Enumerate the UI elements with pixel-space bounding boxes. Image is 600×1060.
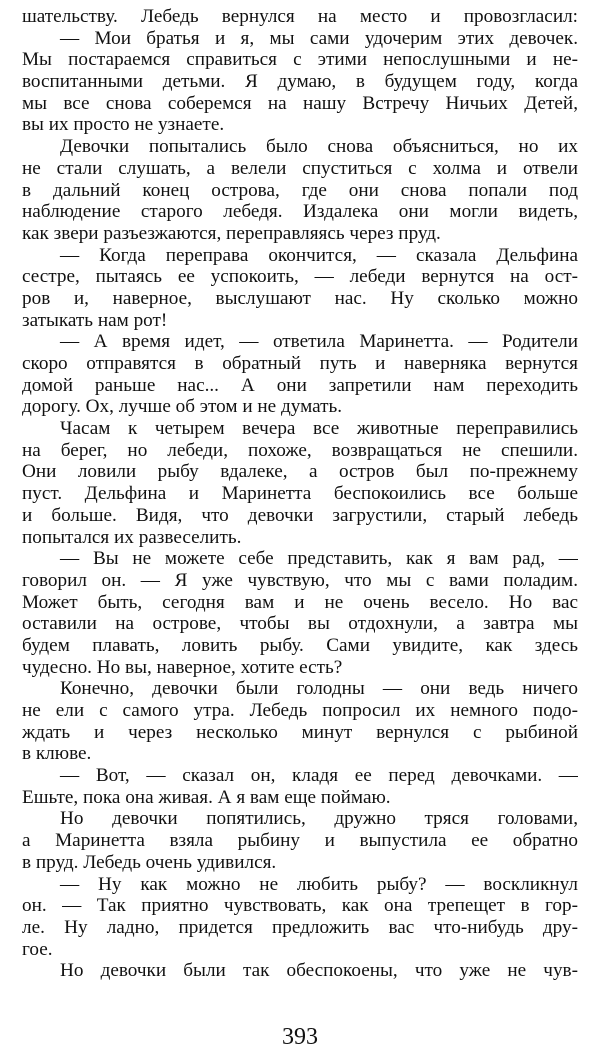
text-line: Но девочки были так обеспокоены, что уже не чув- <box>60 960 578 982</box>
text-line: затыкать нам рот! <box>22 309 168 331</box>
text-line: Может быть, сегодня вам и не очень весело. Но вас <box>22 591 578 613</box>
text-line: оставили на острове, чтобы вы отдохнули, а завтра мы <box>22 613 578 635</box>
text-line: а Маринетта взяла рыбину и выпустила ее обратно <box>22 830 578 852</box>
text-line: ждать и через несколько минут вернулся с рыбиной <box>22 721 578 743</box>
text-line: — Мои братья и я, мы сами удочерим этих девочек. <box>60 27 578 49</box>
text-line: — Ну как можно не любить рыбу? — воскликнул <box>60 873 578 895</box>
text-line: и больше. Видя, что девочки загрустили, старый лебедь <box>22 504 578 526</box>
text-line: вы их просто не узнаете. <box>22 114 225 136</box>
text-line: шательству. Лебедь вернулся на место и провозгласил: <box>22 6 578 27</box>
text-line: он. — Так приятно чувствовать, как она трепещет в гор- <box>22 895 578 917</box>
text-line: на берег, но лебеди, похоже, возвращаться не спешили. <box>22 439 578 461</box>
text-line: — Вы не можете себе представить, как я вам рад, — <box>60 548 578 570</box>
text-line: говорил он. — Я уже чувствую, что мы с вами поладим. <box>22 569 578 591</box>
text-line: в дальний конец острова, где они снова попали под <box>22 179 578 201</box>
text-line: попытался их развеселить. <box>22 526 242 548</box>
text-line: — А время идет, — ответила Маринетта. — Родители <box>60 331 578 353</box>
text-line: Мы постараемся справиться с этими непослушными и не- <box>22 49 578 71</box>
text-line: Они ловили рыбу вдалеке, а остров был по-прежнему <box>22 461 578 483</box>
page-text <box>22 6 578 982</box>
text-line: Часам к четырем вечера все животные переправились <box>60 418 578 440</box>
page-number: 393 <box>282 1024 318 1050</box>
text-line: ров и, наверное, выслушают нас. Ну сколько можно <box>22 287 578 309</box>
text-line: не стали слушать, а велели спуститься с холма и отвели <box>22 157 578 179</box>
text-line: Но девочки попятились, дружно тряся головами, <box>60 808 578 830</box>
text-line: Девочки попытались было снова объясниться, но их <box>60 136 578 158</box>
text-line: пуст. Дельфина и Маринетта беспокоились все больше <box>22 483 578 505</box>
text-line: — Вот, — сказал он, кладя ее перед девочками. — <box>60 765 578 787</box>
text-line: воспитанными детьми. Я думаю, в будущем году, когда <box>22 71 578 93</box>
text-line: ле. Ну ладно, придется предложить вас что-нибудь дру- <box>22 916 578 938</box>
text-line: будем плавать, ловить рыбу. Сами увидите, как здесь <box>22 634 578 656</box>
text-line: чудесно. Но вы, наверное, хотите есть? <box>22 656 343 678</box>
text-line: мы все снова соберемся на нашу Встречу Ничьих Детей, <box>22 92 578 114</box>
text-line: сестре, пытаясь ее успокоить, — лебеди вернутся на ост- <box>22 266 578 288</box>
text-line: как звери разъезжаются, переправляясь через пруд. <box>22 222 441 244</box>
text-line: гое. <box>22 938 53 960</box>
text-line: дорогу. Ох, лучше об этом и не думать. <box>22 396 343 418</box>
text-line: скоро отправятся в обратный путь и наверняка вернутся <box>22 353 578 374</box>
text-line: в клюве. <box>22 743 92 765</box>
text-line: не ели с самого утра. Лебедь попросил их немного подо- <box>22 700 578 721</box>
text-line: домой раньше нас... А они запретили нам переходить <box>22 374 578 396</box>
text-line: в пруд. Лебедь очень удивился. <box>22 851 277 873</box>
text-line: Конечно, девочки были голодны — они ведь ничего <box>60 678 578 700</box>
text-line: Ешьте, пока она живая. А я вам еще поймаю. <box>22 786 391 808</box>
text-line: наблюдение старого лебедя. Издалека они могли видеть, <box>22 201 578 223</box>
text-line: — Когда переправа окончится, — сказала Дельфина <box>60 244 578 266</box>
